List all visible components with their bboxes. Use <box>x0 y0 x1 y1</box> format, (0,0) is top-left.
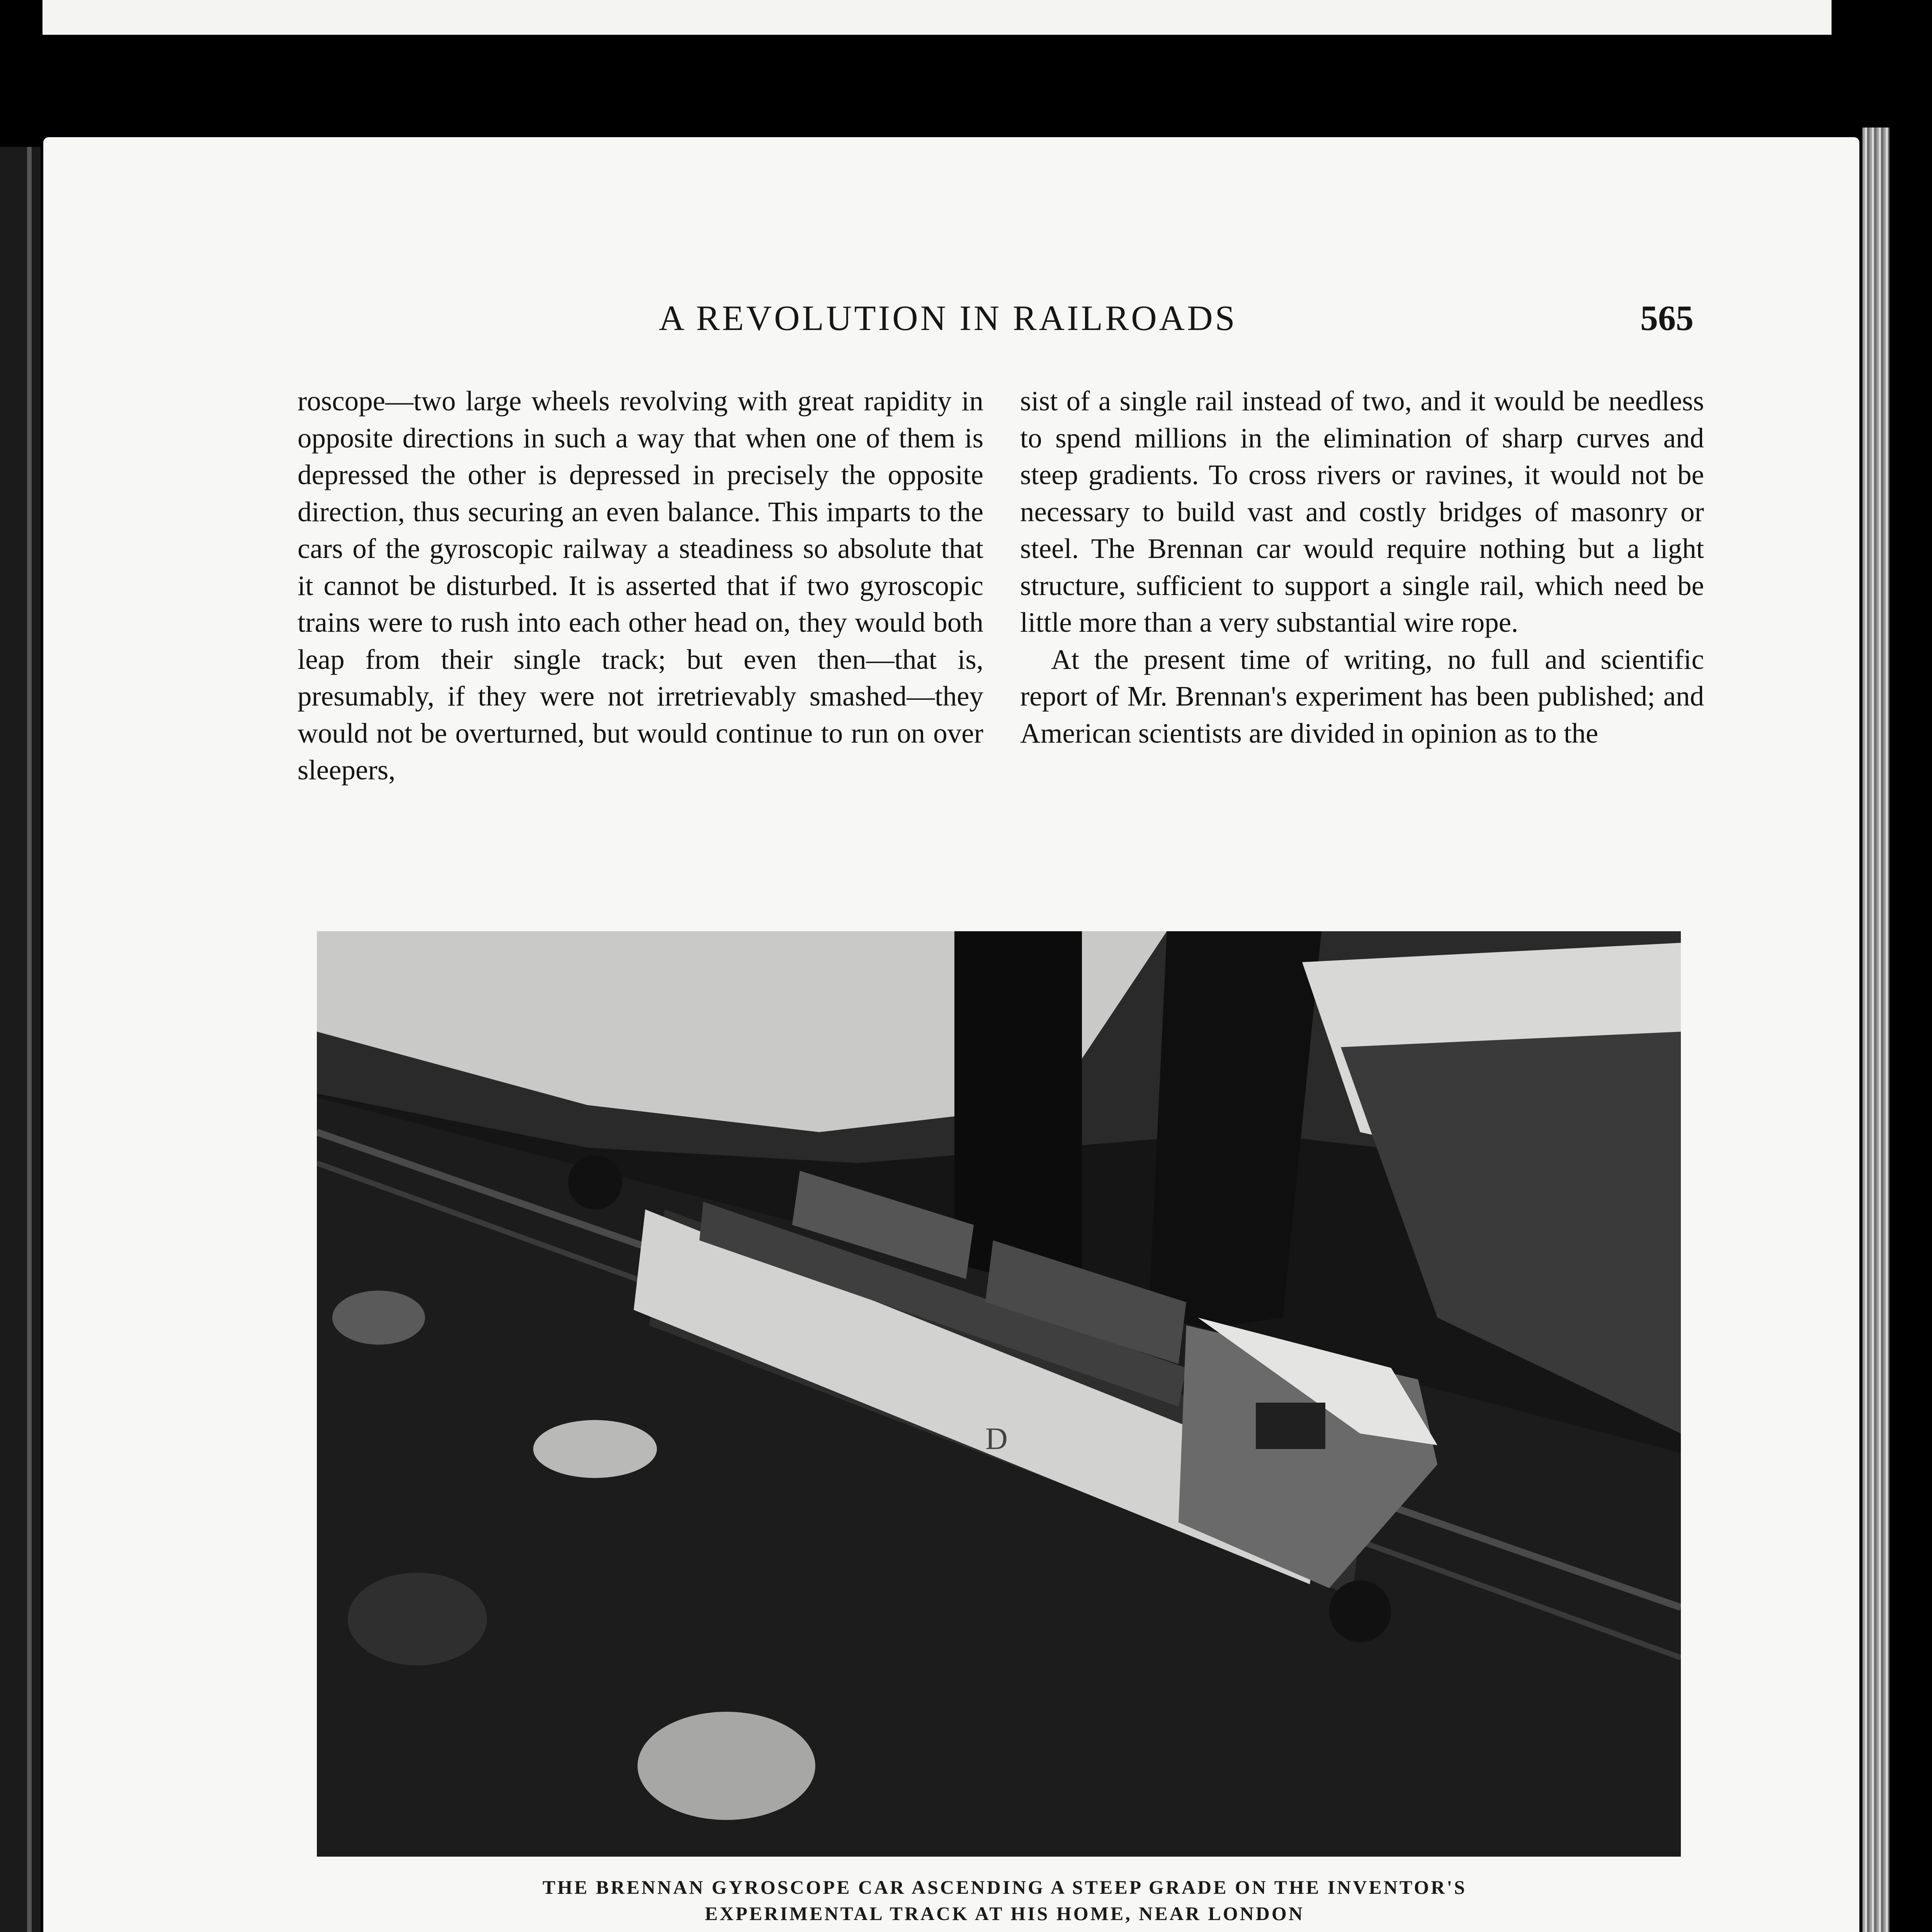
page-number: 565 <box>1640 298 1694 338</box>
gyroscope-car-photo <box>317 931 1681 1857</box>
paragraph: sist of a single rail instead of two, and it would be needless to spend millions in the elimination of sharp curves and steep gradients. To cross rivers or ravines, it would not be necessary to build vast and costly bridges of masonry or steel. The Brennan car would require nothing but a light structure, sufficient to support a single rail, which need be little more than a very substantial wire rope. <box>1020 385 1704 638</box>
binding-shadow <box>0 147 41 1932</box>
running-title: A REVOLUTION IN RAILROADS <box>659 298 1237 338</box>
caption-line: EXPERIMENTAL TRACK AT HIS HOME, NEAR LONDON <box>705 1903 1304 1924</box>
article-column-top-left <box>298 383 983 789</box>
caption-line: THE BRENNAN GYROSCOPE CAR ASCENDING A STEEP GRADE ON THE INVENTOR'S <box>543 1876 1467 1898</box>
running-head <box>0 298 1932 344</box>
paragraph: At the present time of writing, no full and scientific report of Mr. Brennan's experiment has been published; and American scientists are divided in opinion as to the <box>1020 643 1704 749</box>
article-column-top-right <box>1020 383 1704 752</box>
previous-page-edge <box>43 0 1832 35</box>
page-stack-edge <box>1862 128 1889 1932</box>
figure-caption <box>232 1874 1777 1927</box>
paragraph: roscope—two large wheels revolving with great rapidity in opposite directions in such a way that when one of them is depressed the other is depressed in precisely the opposite direction, thus securing an even balance. This imparts to the cars of the gyroscopic railway a steadiness so absolute that it cannot be disturbed. It is asserted that if two gyroscopic trains were to rush into each other head on, they would both leap from their single track; but even then—that is, presumably, if they were not irretrievably smashed—they would not be overturned, but would continue to run on over sleepers, <box>298 385 983 786</box>
car-letter: D <box>985 1422 1008 1456</box>
